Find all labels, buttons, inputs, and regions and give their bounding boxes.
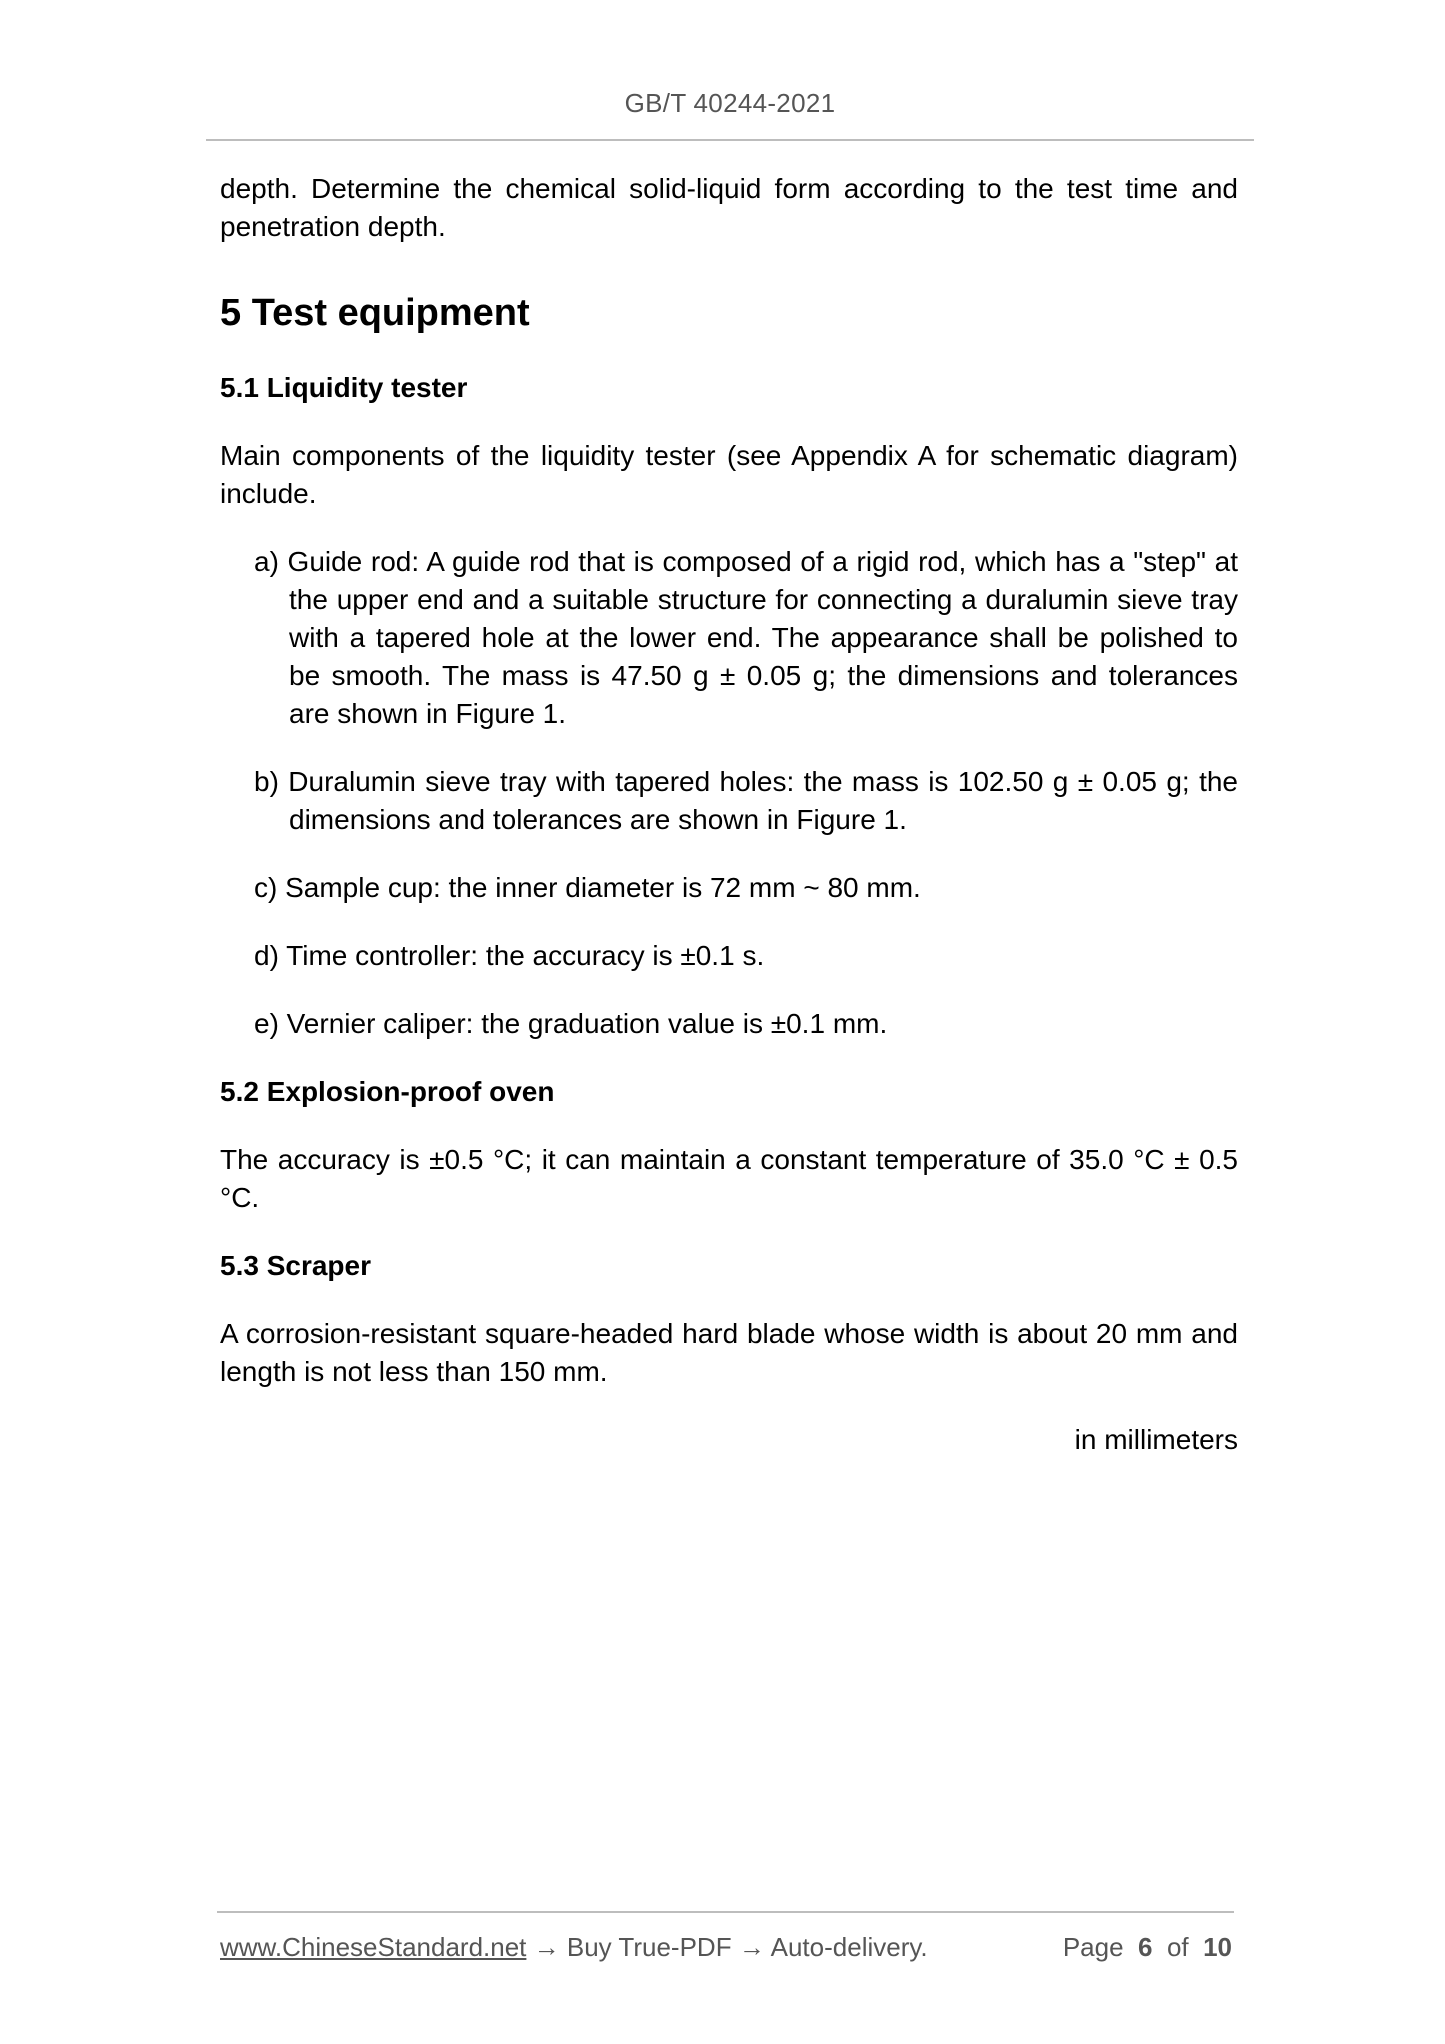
intro-paragraph: depth. Determine the chemical solid-liquid form according to the test time and penetration depth. bbox=[220, 173, 1238, 242]
liquidity-tester-intro: Main components of the liquidity tester (see Appendix A for schematic diagram) include. bbox=[220, 440, 1238, 509]
footer-promo bbox=[220, 1930, 928, 1964]
oven-paragraph: The accuracy is ±0.5 °C; it can maintain a constant temperature of 35.0 °C ± 0.5 °C. bbox=[220, 1144, 1238, 1213]
arrow-right-icon: → bbox=[533, 1932, 560, 1962]
subsection-heading-oven: 5.2 Explosion-proof oven bbox=[220, 1076, 555, 1107]
buy-text: Buy True-PDF bbox=[566, 1932, 732, 1962]
page-number bbox=[1063, 1930, 1232, 1964]
footer-divider bbox=[217, 1911, 1234, 1913]
unit-note: in millimeters bbox=[1074, 1424, 1238, 1455]
list-item-sieve-tray: b) Duralumin sieve tray with tapered holes: the mass is 102.50 g ± 0.05 g; the dimensions and tolerances are shown in Figure 1. bbox=[254, 766, 1238, 835]
header-divider bbox=[206, 139, 1254, 141]
component-list bbox=[220, 543, 1238, 1043]
site-link[interactable]: www.ChineseStandard.net bbox=[220, 1932, 527, 1962]
list-item-sample-cup: c) Sample cup: the inner diameter is 72 mm ~ 80 mm. bbox=[254, 872, 921, 903]
delivery-text: Auto-delivery. bbox=[770, 1932, 928, 1962]
arrow-right-icon: → bbox=[738, 1932, 765, 1962]
list-item-guide-rod: a) Guide rod: A guide rod that is composed of a rigid rod, which has a "step" at the upper end and a suitable structure for connecting a duralumin sieve tray with a tapered hole at the lower end. The appearance shall be polished to be smooth. The mass is 47.50 g ± 0.05 g; the dimensions and tolerances are shown in Figure 1. bbox=[254, 546, 1238, 729]
subsection-heading-liquidity-tester: 5.1 Liquidity tester bbox=[220, 372, 468, 403]
page-content bbox=[220, 170, 1238, 1459]
subsection-heading-scraper: 5.3 Scraper bbox=[220, 1250, 371, 1281]
list-item-time-controller: d) Time controller: the accuracy is ±0.1 s. bbox=[254, 940, 765, 971]
page-current: 6 bbox=[1138, 1932, 1153, 1962]
page-total: 10 bbox=[1203, 1932, 1232, 1962]
section-heading: 5 Test equipment bbox=[220, 292, 530, 334]
document-id-header: GB/T 40244-2021 bbox=[624, 88, 836, 118]
page-label: Page bbox=[1062, 1932, 1124, 1962]
scraper-paragraph: A corrosion-resistant square-headed hard blade whose width is about 20 mm and length is not less than 150 mm. bbox=[220, 1318, 1238, 1387]
list-item-vernier-caliper: e) Vernier caliper: the graduation value is ±0.1 mm. bbox=[254, 1008, 888, 1039]
page-of: of bbox=[1166, 1932, 1189, 1962]
